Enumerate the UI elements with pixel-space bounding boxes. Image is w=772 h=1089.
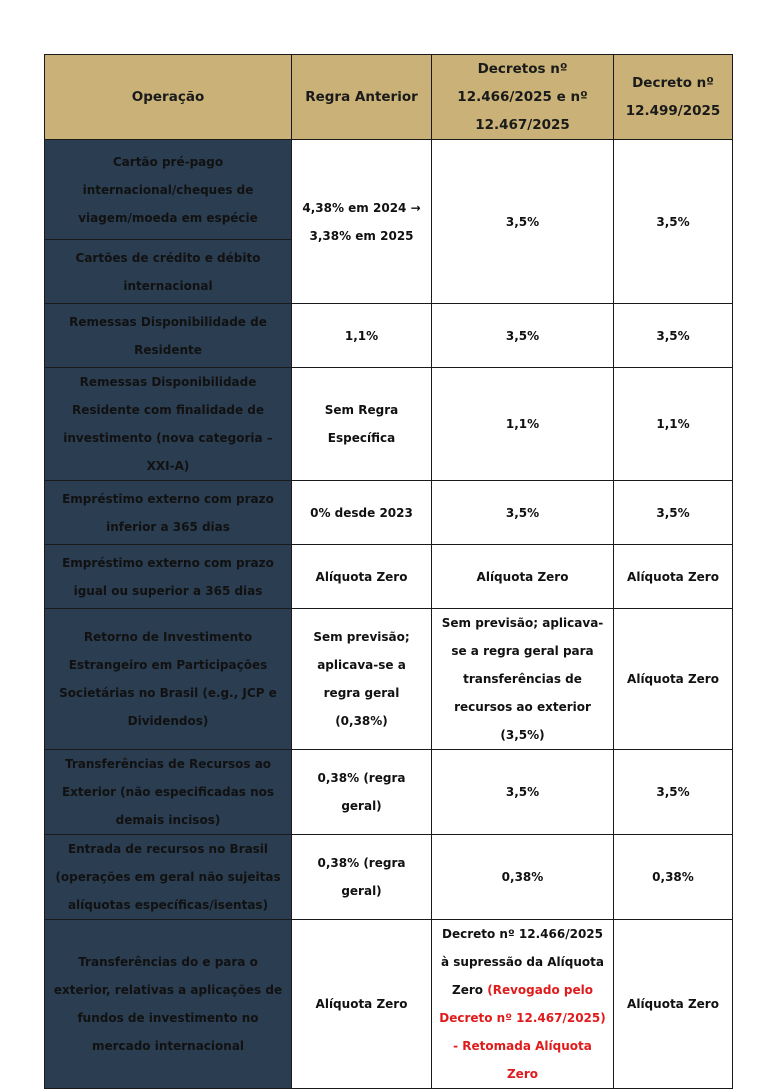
regra-anterior-cell: Sem previsão; aplicava-se a regra geral (0,38%) [292, 609, 432, 750]
decretos-cell: 3,5% [432, 750, 614, 835]
decreto-cell: Alíquota Zero [614, 609, 733, 750]
decreto-cell: 3,5% [614, 750, 733, 835]
table-row [45, 920, 733, 1089]
decretos-main-text: Decreto nº 12.466/2025 à supressão da Alíquota Zero [440, 927, 604, 997]
table-row [45, 835, 733, 920]
table-row [45, 368, 733, 481]
decretos-cell: Sem previsão; aplicava-se a regra geral para transferências de recursos ao exterior (3,5%) [432, 609, 614, 750]
operation-cell: Transferências do e para o exterior, relativas a aplicações de fundos de investimento no mercado internacional [45, 920, 292, 1089]
iof-comparison-table [44, 54, 733, 1089]
decreto-cell: Alíquota Zero [614, 920, 733, 1089]
decretos-cell: 3,5% [432, 304, 614, 368]
table-row [45, 609, 733, 750]
header-decreto: Decreto nº 12.499/2025 [614, 55, 733, 140]
operation-cell: Cartões de crédito e débito internacional [45, 240, 292, 304]
decretos-cell: 1,1% [432, 368, 614, 481]
regra-anterior-cell: 0,38% (regra geral) [292, 835, 432, 920]
decreto-cell: 3,5% [614, 481, 733, 545]
decreto-cell: 3,5% [614, 140, 733, 304]
table-row [45, 140, 733, 240]
operation-cell: Entrada de recursos no Brasil (operações em geral não sujeitas alíquotas específicas/isentas) [45, 835, 292, 920]
operation-cell: Retorno de Investimento Estrangeiro em Participações Societárias no Brasil (e.g., JCP e Dividendos) [45, 609, 292, 750]
regra-anterior-cell: 0,38% (regra geral) [292, 750, 432, 835]
decretos-cell: 0,38% [432, 835, 614, 920]
decreto-cell: 0,38% [614, 835, 733, 920]
decreto-cell: Alíquota Zero [614, 545, 733, 609]
operation-cell: Remessas Disponibilidade de Residente [45, 304, 292, 368]
decretos-cell [432, 920, 614, 1089]
operation-cell: Transferências de Recursos ao Exterior (não especificadas nos demais incisos) [45, 750, 292, 835]
operation-cell: Empréstimo externo com prazo inferior a 365 dias [45, 481, 292, 545]
table-row [45, 750, 733, 835]
table-row [45, 304, 733, 368]
decretos-cell: 3,5% [432, 481, 614, 545]
operation-cell: Remessas Disponibilidade Residente com finalidade de investimento (nova categoria – XXI-A) [45, 368, 292, 481]
table-row [45, 545, 733, 609]
regra-anterior-cell: 1,1% [292, 304, 432, 368]
decretos-cell: 3,5% [432, 140, 614, 304]
regra-anterior-cell: Alíquota Zero [292, 545, 432, 609]
operation-cell: Cartão pré-pago internacional/cheques de viagem/moeda em espécie [45, 140, 292, 240]
regra-anterior-cell: 4,38% em 2024 → 3,38% em 2025 [292, 140, 432, 304]
regra-anterior-cell: 0% desde 2023 [292, 481, 432, 545]
header-operacao: Operação [45, 55, 292, 140]
header-decretos: Decretos nº 12.466/2025 e nº 12.467/2025 [432, 55, 614, 140]
regra-anterior-cell: Alíquota Zero [292, 920, 432, 1089]
decreto-cell: 3,5% [614, 304, 733, 368]
decretos-cell: Alíquota Zero [432, 545, 614, 609]
operation-cell: Empréstimo externo com prazo igual ou superior a 365 dias [45, 545, 292, 609]
header-row [45, 55, 733, 140]
table-row [45, 481, 733, 545]
decreto-cell: 1,1% [614, 368, 733, 481]
regra-anterior-cell: Sem Regra Específica [292, 368, 432, 481]
revoked-note: (Revogado pelo Decreto nº 12.467/2025) - Retomada Alíquota Zero [439, 983, 606, 1081]
header-regra-anterior: Regra Anterior [292, 55, 432, 140]
